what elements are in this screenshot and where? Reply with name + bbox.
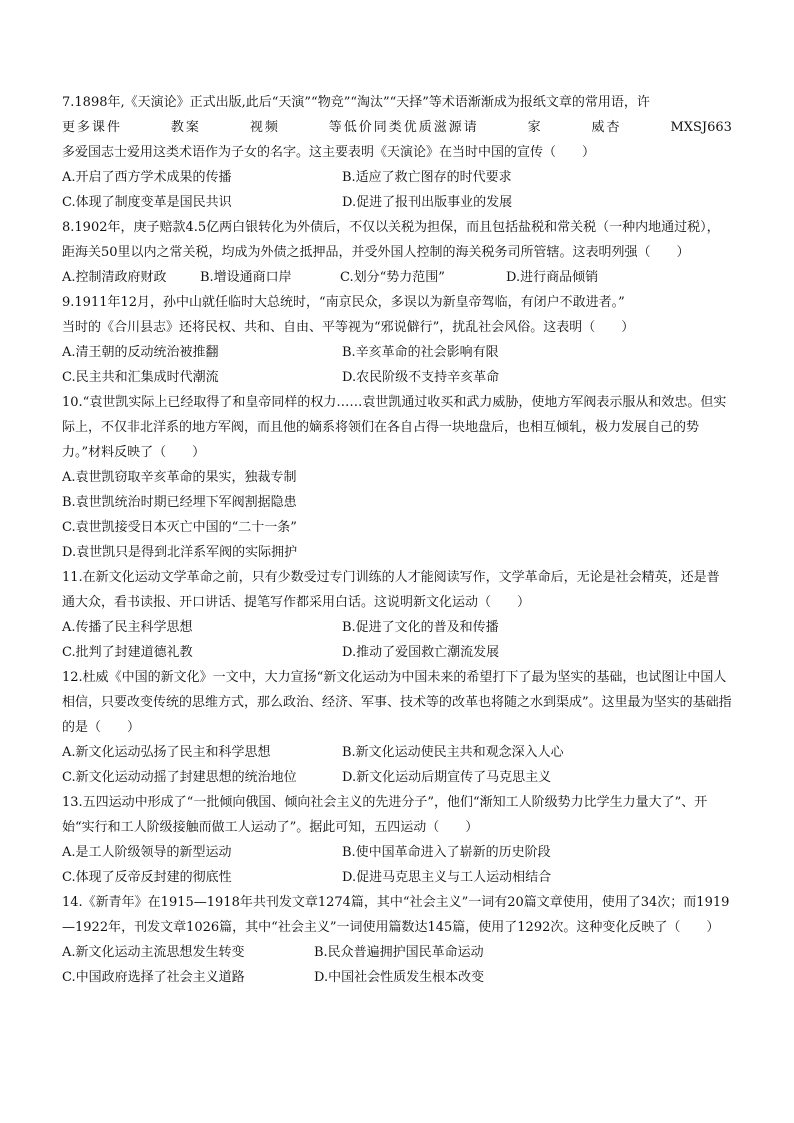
option-d: D.进行商品倾销 <box>506 270 599 285</box>
question-8 <box>62 215 732 290</box>
question-13 <box>62 790 732 890</box>
option-d: D.中国社会性质发生根本改变 <box>314 970 485 985</box>
option-a: A.新文化运动主流思想发生转变 <box>62 945 245 960</box>
option-row <box>62 640 732 665</box>
option-c: C.民主共和汇集成时代潮流 <box>62 370 219 385</box>
question-12-stem: 12.杜威《中国的新文化》一文中，大力宣扬“新文化运动为中国未来的希望打下了最为坚实的基础，也试图让中国人相信，只要改变传统的思维方式，那么政治、经济、军事、技术等的改革也将随之水到渠成”。这里最为坚实的基础指的是（ ） <box>62 670 732 735</box>
option-d: D.促进马克思主义与工人运动相结合 <box>342 870 552 885</box>
option-a: A.传播了民主科学思想 <box>62 620 193 635</box>
question-9 <box>62 290 732 390</box>
option-row <box>62 340 732 365</box>
question-7-line-3: 多爱国志士爱用这类术语作为子女的名字。这主要表明《天演论》在当时中国的宣传（ ） <box>62 145 596 160</box>
ad-word: 更多课件 <box>62 120 123 135</box>
option-b: B.适应了救亡图存的时代要求 <box>342 170 512 185</box>
option-row <box>62 265 732 290</box>
ad-word: MXSJ663 <box>670 120 732 135</box>
question-11-stem: 11.在新文化运动文学革命之前，只有少数受过专门训练的人才能阅读写作，文学革命后，无论是社会精英，还是普通大众，看书读报、开口讲话、提笔写作都采用白话。这说明新文化运动（ ） <box>62 570 720 610</box>
question-9-line-2: 当时的《合川县志》还将民权、共和、自由、平等视为“邪说僻行”，扰乱社会风俗。这表明（ ） <box>62 320 635 335</box>
option-b: B.辛亥革命的社会影响有限 <box>342 345 499 360</box>
option-c: C.体现了制度变革是国民共识 <box>62 195 232 210</box>
option-d: D.新文化运动后期宣传了马克思主义 <box>342 770 552 785</box>
option-c: C.批判了封建道德礼教 <box>62 645 193 660</box>
option-row <box>62 965 732 990</box>
exam-page <box>62 90 732 990</box>
option-b: B.使中国革命进入了崭新的历史阶段 <box>342 845 551 860</box>
option-c: C.新文化运动动摇了封建思想的统治地位 <box>62 770 297 785</box>
option-b: B.促进了文化的普及和传播 <box>342 620 499 635</box>
option-row <box>62 840 732 865</box>
option-b: B.增设通商口岸 <box>200 270 292 285</box>
ad-word: 家 <box>527 120 543 135</box>
option-c: C.袁世凯接受日本灭亡中国的“二十一条” <box>62 520 297 535</box>
ad-word: 视频 <box>249 120 280 135</box>
option-row <box>62 765 732 790</box>
option-d: D.农民阶级不支持辛亥革命 <box>342 370 500 385</box>
question-13-stem: 13.五四运动中形成了“一批倾向俄国、倾向社会主义的先进分子”，他们“渐知工人阶级势力比学生力量大了”、开始“实行和工人阶级接触而做工人运动了”。据此可知，五四运动（ ） <box>62 795 708 835</box>
option-a: A.开启了西方学术成果的传播 <box>62 170 232 185</box>
question-14 <box>62 890 732 990</box>
option-row <box>62 365 732 390</box>
option-d: D.袁世凯只是得到北洋系军阀的实际拥护 <box>62 545 298 560</box>
option-row <box>62 740 732 765</box>
option-c: C.体现了反帝反封建的彻底性 <box>62 870 232 885</box>
option-a: A.新文化运动弘扬了民主和科学思想 <box>62 745 271 760</box>
option-row <box>62 190 732 215</box>
option-a: A.控制清政府财政 <box>62 270 167 285</box>
question-9-line-1: 9.1911年12月，孙中山就任临时大总统时，“南京民众，多误以为新皇帝驾临，有闭户不敢进者。” <box>62 295 625 310</box>
ad-word: 威杏 <box>591 120 622 135</box>
question-10 <box>62 390 732 565</box>
option-d: D.推动了爱国救亡潮流发展 <box>342 645 500 660</box>
question-12 <box>62 665 732 790</box>
watermark-ad-line <box>62 115 732 140</box>
option-row <box>62 615 732 640</box>
option-a: A.袁世凯窃取辛亥革命的果实，独裁专制 <box>62 470 297 485</box>
option-b: B.新文化运动使民主共和观念深入人心 <box>342 745 564 760</box>
ad-word: 等低价同类优质滋源请 <box>328 120 479 135</box>
question-7-line-1: 7.1898年,《天演论》正式出版,此后“天演”“物竞”“淘汰”“天择”等术语渐渐成为报纸文章的常用语，许 <box>62 95 650 110</box>
option-a: A.清王朝的反动统治被推翻 <box>62 345 219 360</box>
option-b: B.袁世凯统治时期已经埋下军阀割据隐患 <box>62 495 297 510</box>
option-c: C.中国政府选择了社会主义道路 <box>62 970 245 985</box>
ad-word: 教案 <box>170 120 201 135</box>
question-8-stem: 8.1902年，庚子赔款4.5亿两白银转化为外债后，不仅以关税为担保，而且包括盐税和常关税（一种内地通过税），距海关50里以内之常关税，均成为外债之抵押品，并受外国人控制的海关税务司所管辖。这表明列强（ ） <box>62 220 720 260</box>
option-a: A.是工人阶级领导的新型运动 <box>62 845 232 860</box>
option-row <box>62 165 732 190</box>
option-b: B.民众普遍拥护国民革命运动 <box>314 945 484 960</box>
question-7 <box>62 90 732 215</box>
option-d: D.促进了报刊出版事业的发展 <box>342 195 513 210</box>
option-c: C.划分“势力范围” <box>340 270 445 285</box>
option-row <box>62 865 732 890</box>
question-14-stem: 14.《新青年》在1915—1918年共刊发文章1274篇，其中“社会主义”一词有20篇文章使用，使用了34次；而1919—1922年，刊发文章1026篇，其中“社会主义”一词使用篇数达145篇，使用了1292次。这种变化反映了（ ） <box>62 895 730 935</box>
question-11 <box>62 565 732 665</box>
option-row <box>62 940 732 965</box>
question-10-stem: 10.“袁世凯实际上已经取得了和皇帝同样的权力……袁世凯通过收买和武力威胁，使地方军阀表示服从和效忠。但实际上，不仅非北洋系的地方军阀，而且他的嫡系将领们在各自占得一块地盘后，也相互倾轧，极力发展自己的势力。”材料反映了（ ） <box>62 395 727 460</box>
